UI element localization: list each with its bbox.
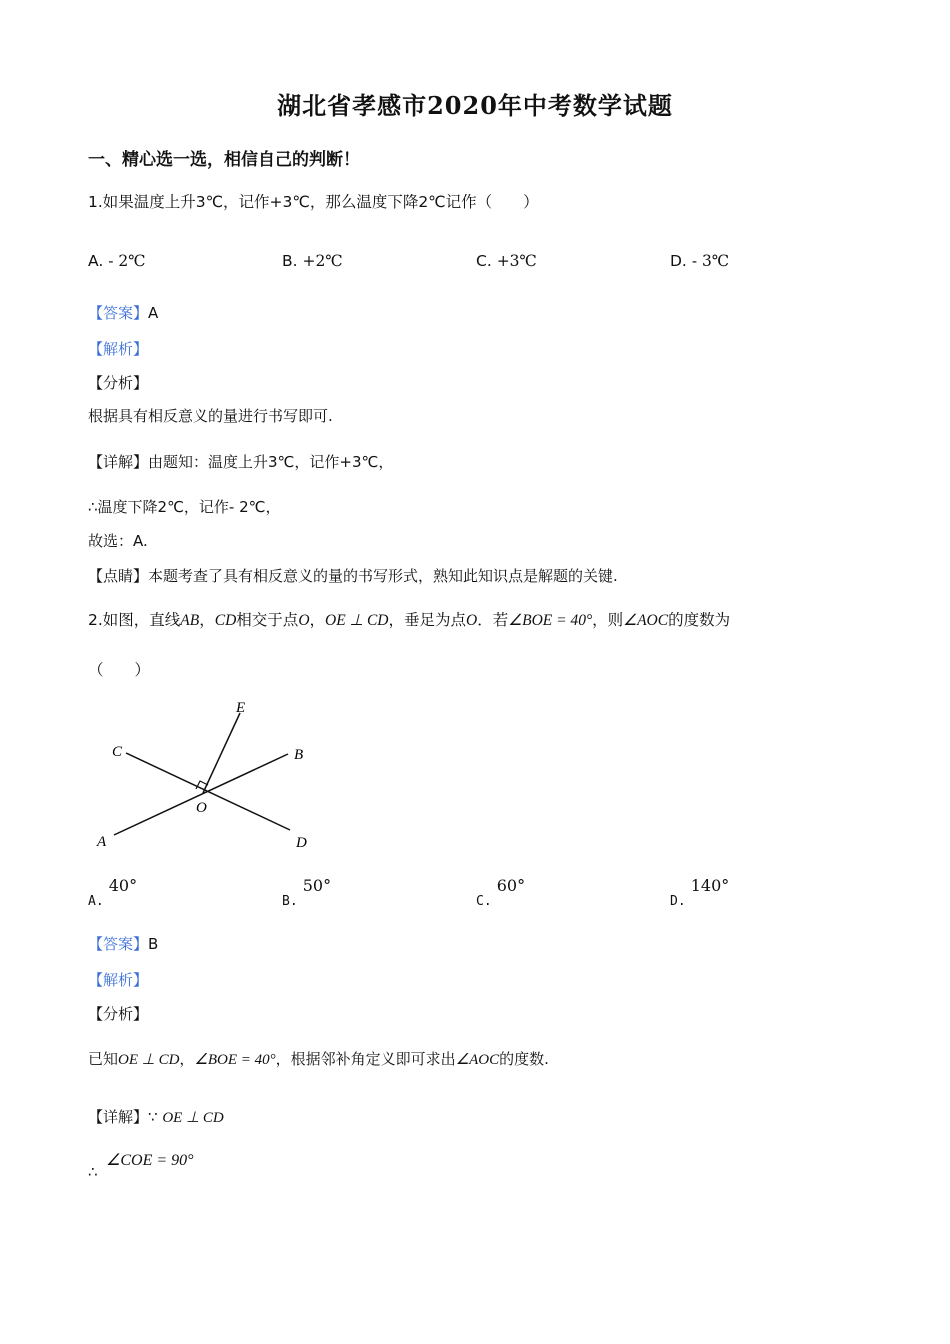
option-value: 140° xyxy=(690,876,730,895)
math-oe-perp-cd: OE ⊥ CD xyxy=(162,1110,224,1126)
answer-tag: 【答案】 xyxy=(88,304,149,322)
math-cd: CD xyxy=(214,612,237,629)
stem-part: 相交于点 xyxy=(236,611,299,629)
q2-option-c[interactable] xyxy=(476,876,526,909)
text-part: ，根据邻补角定义即可求出 xyxy=(275,1050,456,1068)
math-angle-aoc: ∠AOC xyxy=(623,612,669,629)
section-heading: 一、精心选一选，相信自己的判断！ xyxy=(88,150,360,170)
detail-tag: 【详解】 xyxy=(88,453,149,471)
option-letter: B. xyxy=(282,894,298,909)
option-letter: A. xyxy=(88,894,104,909)
page-title: 湖北省孝感市2020年中考数学试题 xyxy=(277,91,673,120)
q2-jiexi-tag: 【解析】 xyxy=(88,971,149,989)
q1-fenxi-text: 根据具有相反意义的量进行书写即可. xyxy=(88,407,333,425)
q2-answer-line xyxy=(88,933,158,954)
stem-part: 2.如图，直线 xyxy=(88,611,181,629)
detail-tag: 【详解】 xyxy=(88,1108,149,1126)
label-d: D xyxy=(296,835,307,851)
q1-answer-line xyxy=(88,302,158,323)
option-value: - 2℃ xyxy=(108,252,146,270)
because-symbol: ∵ xyxy=(148,1108,158,1126)
stem-part: ，垂足为点 xyxy=(388,611,466,629)
label-b: B xyxy=(294,747,304,763)
option-letter: D. xyxy=(670,252,687,270)
q2-fenxi-tag: 【分析】 xyxy=(88,1005,149,1023)
q2-therefore-symbol: ∴ xyxy=(88,1163,98,1181)
q2-paren: （ ） xyxy=(88,661,151,679)
q1-fenxi-tag: 【分析】 xyxy=(88,374,149,392)
stem-part: 的度数为 xyxy=(668,611,731,629)
text-part: 的度数. xyxy=(499,1050,549,1068)
option-letter: A. xyxy=(88,252,104,270)
text-part: 已知 xyxy=(88,1050,119,1068)
option-letter: C. xyxy=(476,252,492,270)
q1-option-a[interactable] xyxy=(88,252,146,270)
q1-choose-line: 故选：A. xyxy=(88,532,148,550)
stem-part: ， xyxy=(199,611,215,629)
stem-part: ．若 xyxy=(477,611,509,629)
q2-option-a[interactable] xyxy=(88,876,138,909)
option-value: - 3℃ xyxy=(691,252,730,270)
math-angle-boe: ∠BOE = 40° xyxy=(194,1052,276,1068)
label-c: C xyxy=(112,744,123,760)
option-value: 50° xyxy=(302,876,332,895)
q1-dianjing-line xyxy=(88,565,618,586)
q2-fenxi-text xyxy=(88,1048,549,1069)
label-o: O xyxy=(196,800,207,816)
detail-text: 由题知：温度上升3℃，记作+3℃， xyxy=(148,453,394,471)
math-oe-perp-cd: OE ⊥ CD xyxy=(325,612,389,629)
math-oe-perp-cd: OE ⊥ CD xyxy=(118,1052,180,1068)
label-e: E xyxy=(236,700,246,716)
label-a: A xyxy=(97,834,107,850)
option-letter: B. xyxy=(282,252,298,270)
q2-angle-coe: ∠COE = 90° xyxy=(106,1152,194,1169)
math-ab: AB xyxy=(180,612,200,629)
q1-detail-line xyxy=(88,451,393,472)
q1-stem: 1.如果温度上升3℃，记作+3℃，那么温度下降2℃记作（ ） xyxy=(88,193,539,211)
math-angle-boe: ∠BOE = 40° xyxy=(508,612,593,629)
dianjing-tag: 【点睛】 xyxy=(88,567,149,585)
text-part: ， xyxy=(179,1050,195,1068)
q2-stem xyxy=(88,608,730,630)
answer-value: B xyxy=(148,935,159,953)
option-value: 60° xyxy=(496,876,526,895)
q2-option-b[interactable] xyxy=(282,876,332,909)
option-value: +2℃ xyxy=(302,252,343,270)
stem-part: ， xyxy=(309,611,326,629)
dianjing-text: 本题考查了具有相反意义的量的书写形式，熟知此知识点是解题的关键. xyxy=(148,567,618,585)
ray-oe xyxy=(203,713,240,793)
q1-option-d[interactable] xyxy=(670,252,729,270)
math-angle-aoc: ∠AOC xyxy=(455,1052,500,1068)
option-letter: D. xyxy=(670,894,686,909)
math-o: O xyxy=(466,612,478,629)
math-o: O xyxy=(298,612,310,629)
option-value: 40° xyxy=(108,876,138,895)
q2-detail-line xyxy=(88,1106,224,1127)
answer-value: A xyxy=(148,304,159,322)
line-ab xyxy=(114,754,288,835)
q2-option-d[interactable] xyxy=(670,876,730,909)
q1-jiexi-tag: 【解析】 xyxy=(88,340,149,358)
answer-tag: 【答案】 xyxy=(88,935,149,953)
option-letter: C. xyxy=(476,894,492,909)
stem-part: ，则 xyxy=(592,611,624,629)
option-value: +3℃ xyxy=(496,252,537,270)
q1-option-c[interactable] xyxy=(476,252,537,270)
q1-therefore-line: ∴温度下降2℃，记作- 2℃， xyxy=(88,498,281,516)
q2-figure xyxy=(90,690,330,860)
q1-option-b[interactable] xyxy=(282,252,343,270)
